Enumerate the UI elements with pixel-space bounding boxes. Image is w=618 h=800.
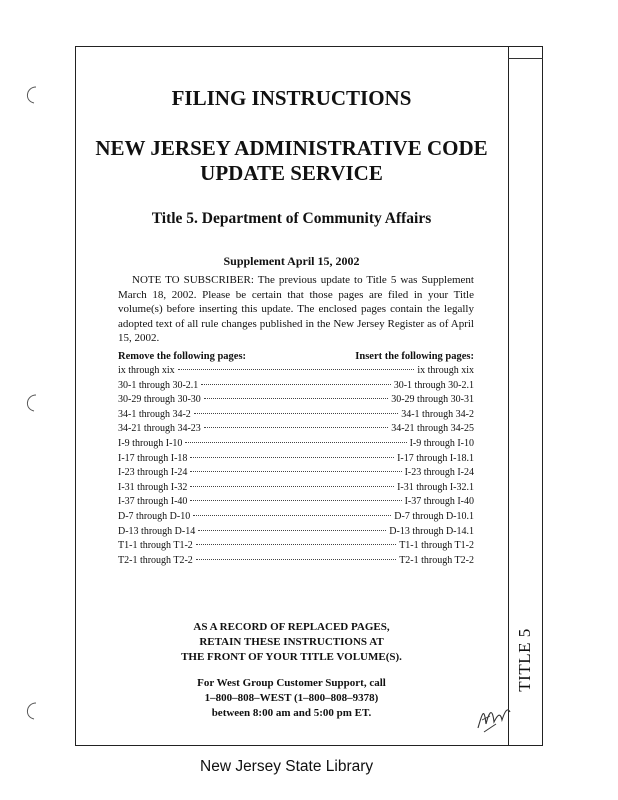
remove-pages: I-31 through I-32 xyxy=(118,481,188,493)
insert-pages: D-7 through D-10.1 xyxy=(394,510,474,522)
insert-pages: T1-1 through T1-2 xyxy=(399,540,474,552)
insert-pages: 34-21 through 34-25 xyxy=(391,423,474,435)
page-row xyxy=(118,481,474,496)
insert-pages: I-17 through I-18.1 xyxy=(397,452,474,464)
page-row xyxy=(118,408,474,423)
remove-pages: 30-29 through 30-30 xyxy=(118,394,201,406)
insert-pages: 30-1 through 30-2.1 xyxy=(393,379,474,391)
page-row xyxy=(118,452,474,467)
page-row xyxy=(118,437,474,452)
insert-pages: ix through xix xyxy=(417,365,474,376)
insert-pages: I-23 through I-24 xyxy=(404,467,474,479)
remove-pages: 34-1 through 34-2 xyxy=(118,408,191,420)
page-row xyxy=(118,422,474,437)
dot-leader xyxy=(193,515,391,516)
support-hours: between 8:00 am and 5:00 pm ET. xyxy=(211,707,372,719)
dot-leader xyxy=(190,486,394,487)
pages-table xyxy=(118,364,474,568)
code-title-line-1: NEW JERSEY ADMINISTRATIVE CODE xyxy=(95,136,488,160)
side-tab-top-rule xyxy=(508,58,543,59)
side-tab-divider xyxy=(508,46,509,746)
record-notice-line-2: RETAIN THESE INSTRUCTIONS AT xyxy=(199,636,384,648)
dot-leader xyxy=(190,457,394,458)
page-row xyxy=(118,379,474,394)
code-title xyxy=(75,136,508,186)
record-notice-line-3: THE FRONT OF YOUR TITLE VOLUME(S). xyxy=(181,651,402,663)
remove-pages: D-7 through D-10 xyxy=(118,510,191,522)
remove-pages: I-37 through I-40 xyxy=(118,496,188,508)
page-row xyxy=(118,364,474,379)
insert-pages: 34-1 through 34-2 xyxy=(401,408,474,420)
insert-pages: D-13 through D-14.1 xyxy=(389,525,474,537)
remove-header: Remove the following pages: xyxy=(118,351,247,362)
page-row xyxy=(118,495,474,510)
remove-pages: I-9 through I-10 xyxy=(118,437,183,449)
remove-pages: 30-1 through 30-2.1 xyxy=(118,379,199,391)
dot-leader xyxy=(185,442,406,443)
page-row xyxy=(118,393,474,408)
customer-support-info xyxy=(75,676,508,721)
dot-leader xyxy=(198,530,386,531)
page-row xyxy=(118,466,474,481)
record-notice-line-1: AS A RECORD OF REPLACED PAGES, xyxy=(193,621,390,633)
insert-header: Insert the following pages: xyxy=(355,351,474,362)
side-tab-label: TITLE 5 xyxy=(515,628,534,692)
remove-pages: D-13 through D-14 xyxy=(118,525,196,537)
dot-leader xyxy=(204,398,388,399)
dot-leader xyxy=(196,544,396,545)
filing-instructions-title: FILING INSTRUCTIONS xyxy=(171,86,412,110)
support-line-1: For West Group Customer Support, call xyxy=(197,677,386,689)
insert-pages: I-31 through I-32.1 xyxy=(397,481,474,493)
remove-pages: T2-1 through T2-2 xyxy=(118,554,193,566)
page-row xyxy=(118,510,474,525)
page-row xyxy=(118,525,474,540)
record-notice xyxy=(75,620,508,665)
page-row xyxy=(118,554,474,569)
library-stamp: New Jersey State Library xyxy=(200,758,374,775)
dot-leader xyxy=(190,471,401,472)
insert-pages: T2-1 through T2-2 xyxy=(399,554,474,566)
punch-hole-mark-icon xyxy=(20,84,42,106)
punch-hole-mark-icon xyxy=(20,392,42,414)
insert-pages: I-9 through I-10 xyxy=(409,437,474,449)
insert-pages: 30-29 through 30-31 xyxy=(391,394,474,406)
remove-pages: I-23 through I-24 xyxy=(118,467,188,479)
handwritten-initials-icon xyxy=(474,694,514,736)
remove-pages: ix through xix xyxy=(118,365,175,376)
title-department: Title 5. Department of Community Affairs xyxy=(151,210,432,227)
dot-leader xyxy=(190,500,401,501)
dot-leader xyxy=(201,384,390,385)
support-phone: 1–800–808–WEST (1–800–808–9378) xyxy=(204,692,379,704)
remove-pages: 34-21 through 34-23 xyxy=(118,423,201,435)
supplement-date: Supplement April 15, 2002 xyxy=(223,254,360,268)
dot-leader xyxy=(178,369,415,370)
punch-hole-mark-icon xyxy=(20,700,42,722)
code-title-line-2: UPDATE SERVICE xyxy=(200,161,383,185)
remove-pages: T1-1 through T1-2 xyxy=(118,540,193,552)
dot-leader xyxy=(196,559,396,560)
pages-table-header xyxy=(118,351,474,362)
dot-leader xyxy=(194,413,398,414)
insert-pages: I-37 through I-40 xyxy=(404,496,474,508)
remove-pages: I-17 through I-18 xyxy=(118,452,188,464)
subscriber-note: NOTE TO SUBSCRIBER: The previous update to Title 5 was Supplement March 18, 2002. Please be certain that those pages are filed in your Title volume(s) before inserting this update. The enclosed pages contain the legally adopted text of all rule changes published in the New Jersey Register as of April 15, 2002. xyxy=(118,274,474,344)
page-row xyxy=(118,539,474,554)
dot-leader xyxy=(204,427,388,428)
